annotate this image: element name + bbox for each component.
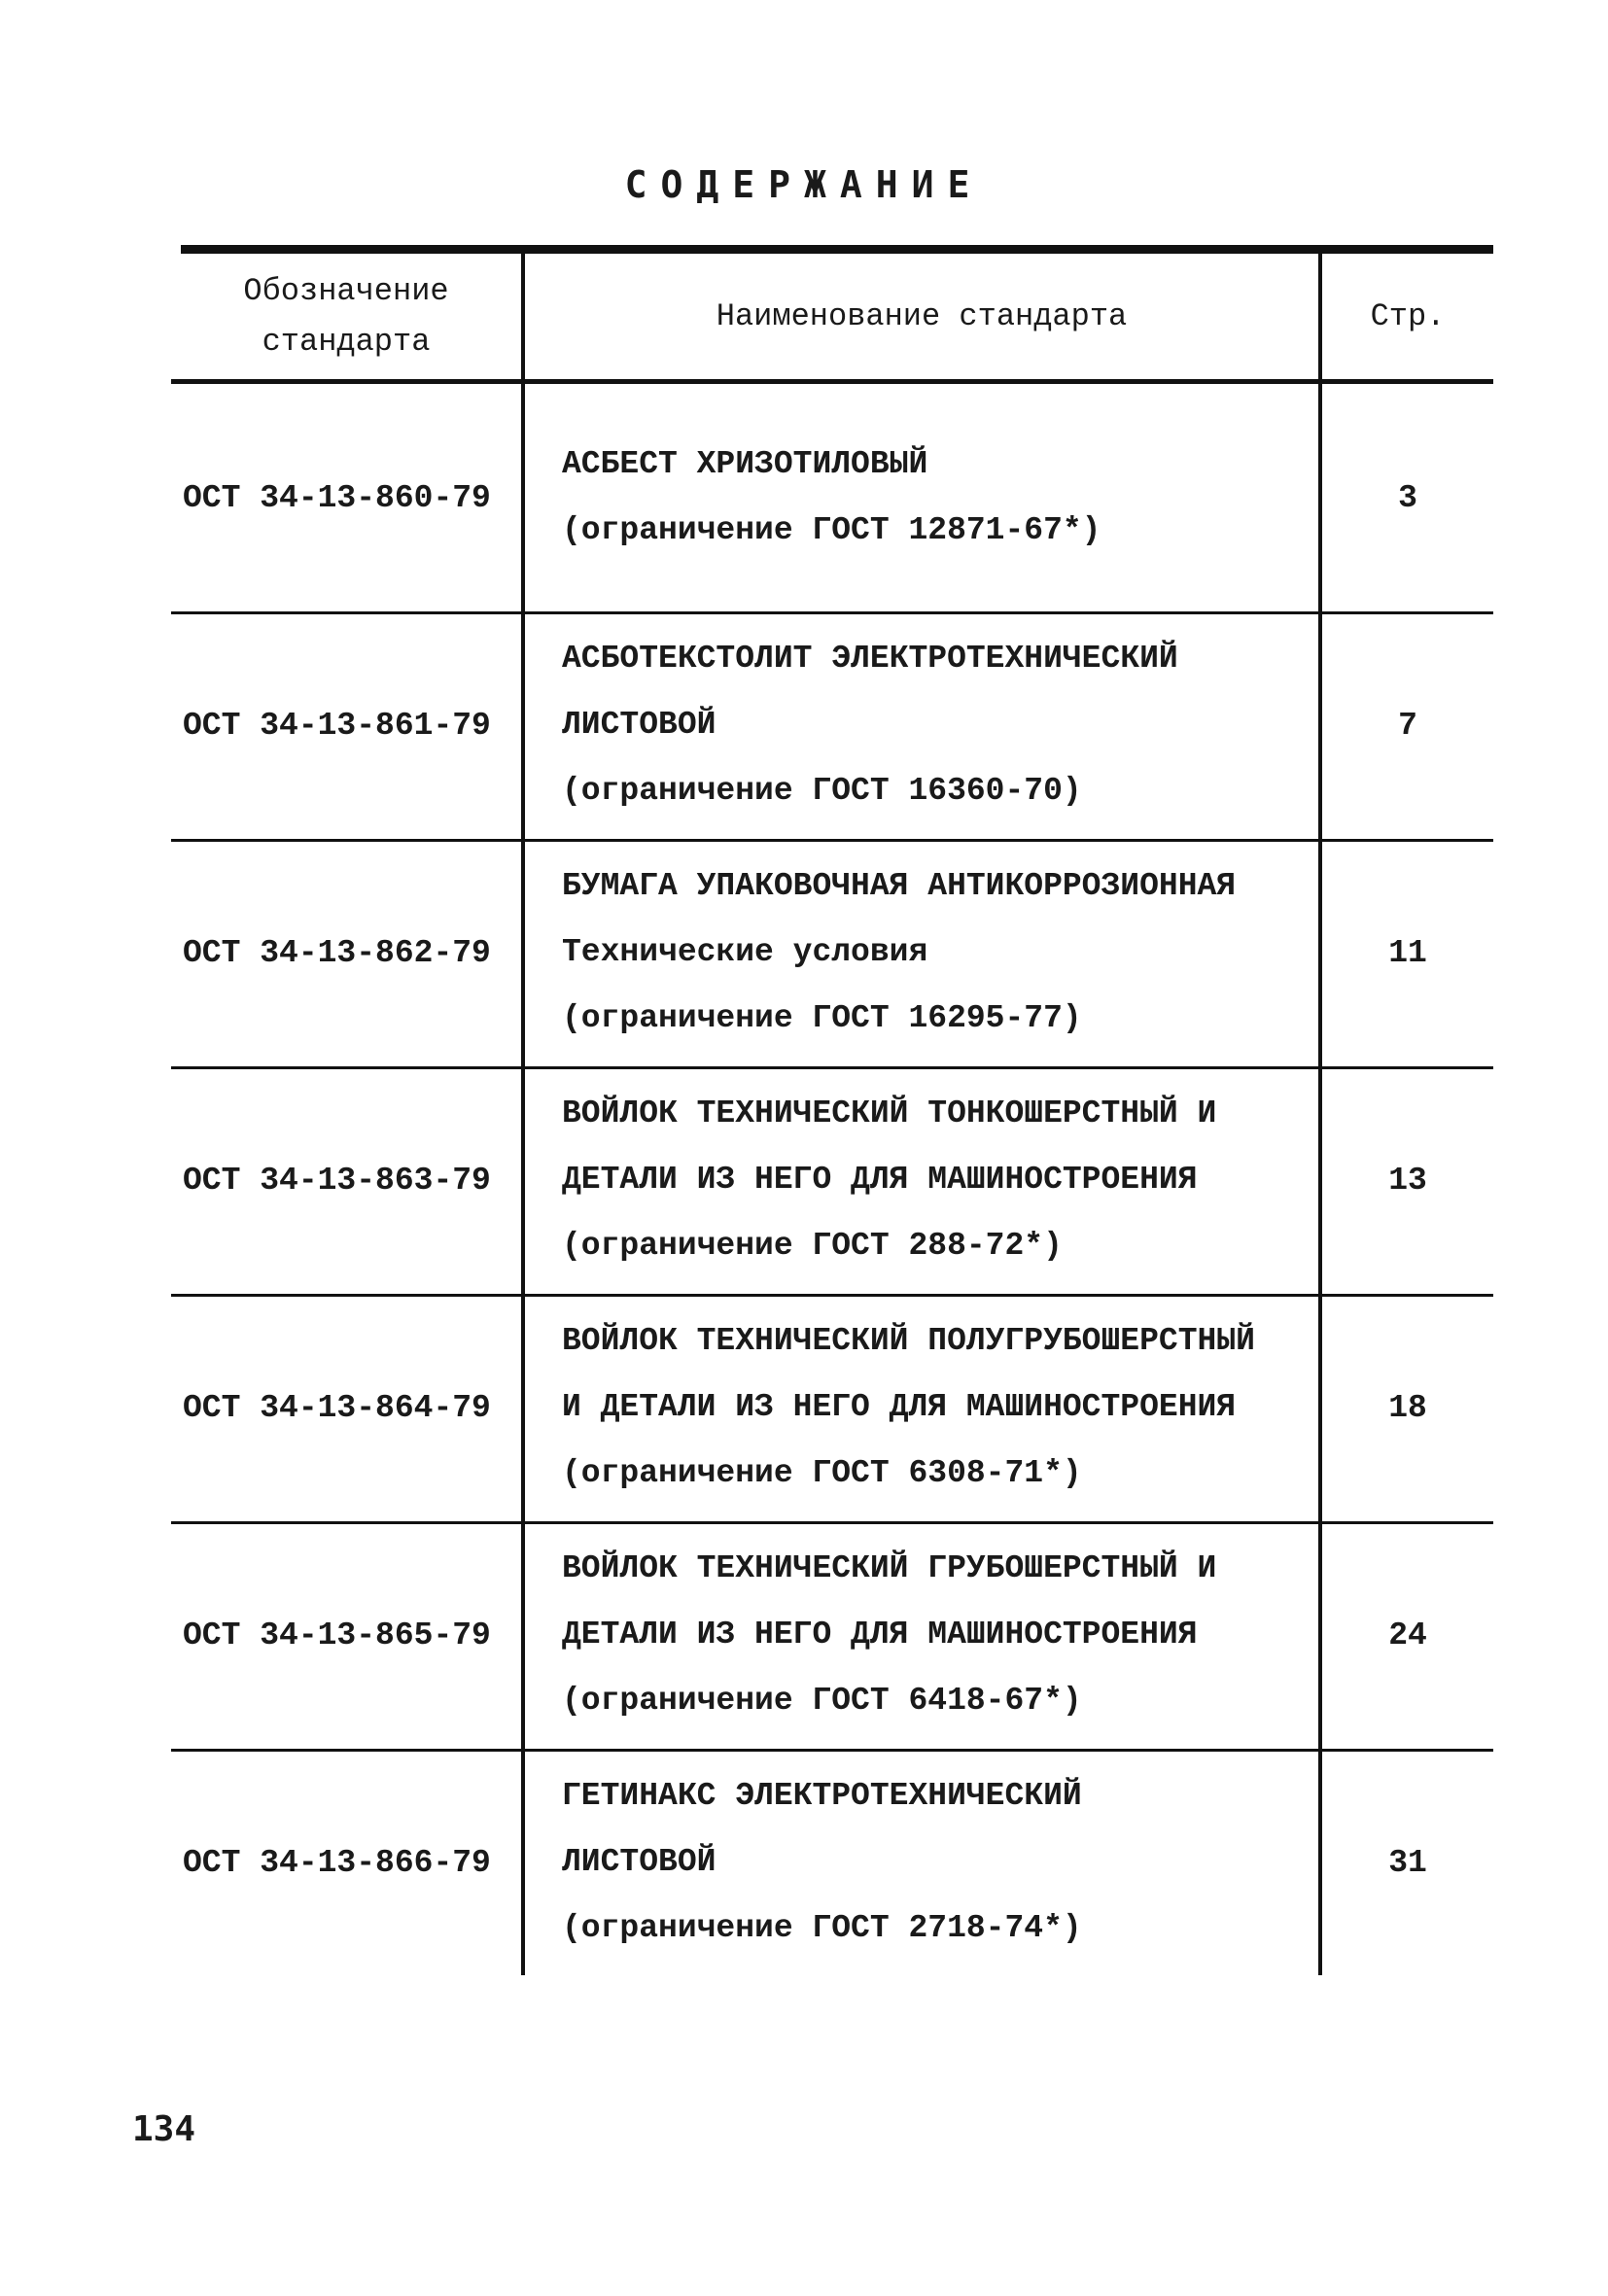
page-ref-text: 18 (1388, 1389, 1427, 1426)
standard-name-line: ЛИСТОВОЙ (562, 707, 717, 743)
page-ref-text: 7 (1398, 707, 1417, 744)
page-ref (1322, 384, 1493, 611)
standard-code (183, 1066, 513, 1294)
standard-name-line: АСБЕСТ ХРИЗОТИЛОВЫЙ (562, 446, 928, 482)
restriction-line: (ограничение ГОСТ 6308-71*) (562, 1455, 1082, 1491)
header-code (171, 255, 521, 379)
standard-name (562, 1749, 1311, 1976)
standard-code-text: ОСТ 34-13-863-79 (183, 1162, 491, 1199)
standard-code (183, 611, 513, 839)
page-title: СОДЕРЖАНИЕ (624, 163, 984, 206)
standard-name-line: ГЕТИНАКС ЭЛЕКТРОТЕХНИЧЕСКИЙ (562, 1778, 1082, 1814)
standard-name-line: Технические условия (562, 934, 928, 970)
standard-code-text: ОСТ 34-13-862-79 (183, 934, 491, 971)
restriction-line: (ограничение ГОСТ 6418-67*) (562, 1683, 1082, 1719)
standard-name-line: ДЕТАЛИ ИЗ НЕГО ДЛЯ МАШИНОСТРОЕНИЯ (562, 1617, 1198, 1652)
standard-code (183, 384, 513, 611)
table-row (171, 1521, 1493, 1749)
header-page (1322, 255, 1493, 379)
table-row (171, 1749, 1493, 1976)
restriction-line: (ограничение ГОСТ 288-72*) (562, 1228, 1063, 1264)
table-row (171, 611, 1493, 839)
standard-name (562, 1521, 1311, 1749)
standard-name (562, 839, 1311, 1066)
restriction-line: (ограничение ГОСТ 16295-77) (562, 1000, 1082, 1036)
standard-name-line: ВОЙЛОК ТЕХНИЧЕСКИЙ ГРУБОШЕРСТНЫЙ И (562, 1550, 1217, 1586)
standard-code (183, 1521, 513, 1749)
restriction-line: (ограничение ГОСТ 16360-70) (562, 773, 1082, 809)
table-row (171, 839, 1493, 1066)
page-ref (1322, 1066, 1493, 1294)
header-page-label: Стр. (1370, 298, 1446, 334)
page-ref (1322, 1749, 1493, 1976)
contents-table (171, 245, 1493, 1975)
page-ref (1322, 1294, 1493, 1521)
header-name (525, 255, 1318, 379)
restriction-line: (ограничение ГОСТ 12871-67*) (562, 512, 1101, 548)
page-number: 134 (132, 2109, 196, 2149)
table-top-rule (181, 245, 1493, 254)
standard-code-text: ОСТ 34-13-861-79 (183, 707, 491, 744)
page-ref-text: 31 (1388, 1844, 1427, 1881)
page-ref-text: 3 (1398, 479, 1417, 516)
table-row (171, 384, 1493, 611)
table-row (171, 1066, 1493, 1294)
standard-name-line: АСБОТЕКСТОЛИТ ЭЛЕКТРОТЕХНИЧЕСКИЙ (562, 641, 1178, 677)
restriction-line: (ограничение ГОСТ 2718-74*) (562, 1910, 1082, 1946)
header-code-label: Обозначение стандарта (243, 273, 449, 360)
standard-name (562, 1294, 1311, 1521)
standard-name-line: ЛИСТОВОЙ (562, 1844, 717, 1880)
standard-code (183, 1294, 513, 1521)
standard-code (183, 839, 513, 1066)
standard-code-text: ОСТ 34-13-864-79 (183, 1389, 491, 1426)
standard-code (183, 1749, 513, 1976)
standard-name-line: И ДЕТАЛИ ИЗ НЕГО ДЛЯ МАШИНОСТРОЕНИЯ (562, 1389, 1237, 1425)
standard-code-text: ОСТ 34-13-865-79 (183, 1617, 491, 1653)
header-name-label: Наименование стандарта (716, 298, 1128, 334)
page-ref-text: 11 (1388, 934, 1427, 971)
page-ref-text: 24 (1388, 1617, 1427, 1653)
standard-name (562, 384, 1311, 611)
page-ref (1322, 611, 1493, 839)
standard-name (562, 1066, 1311, 1294)
page-ref (1322, 839, 1493, 1066)
standard-code-text: ОСТ 34-13-866-79 (183, 1844, 491, 1881)
standard-name-line: ДЕТАЛИ ИЗ НЕГО ДЛЯ МАШИНОСТРОЕНИЯ (562, 1162, 1198, 1198)
standard-name (562, 611, 1311, 839)
page-ref (1322, 1521, 1493, 1749)
standard-code-text: ОСТ 34-13-860-79 (183, 479, 491, 516)
page-ref-text: 13 (1388, 1162, 1427, 1199)
standard-name-line: ВОЙЛОК ТЕХНИЧЕСКИЙ ТОНКОШЕРСТНЫЙ И (562, 1096, 1217, 1131)
table-row (171, 1294, 1493, 1521)
standard-name-line: ВОЙЛОК ТЕХНИЧЕСКИЙ ПОЛУГРУБОШЕРСТНЫЙ (562, 1323, 1255, 1359)
standard-name-line: БУМАГА УПАКОВОЧНАЯ АНТИКОРРОЗИОННАЯ (562, 868, 1237, 904)
